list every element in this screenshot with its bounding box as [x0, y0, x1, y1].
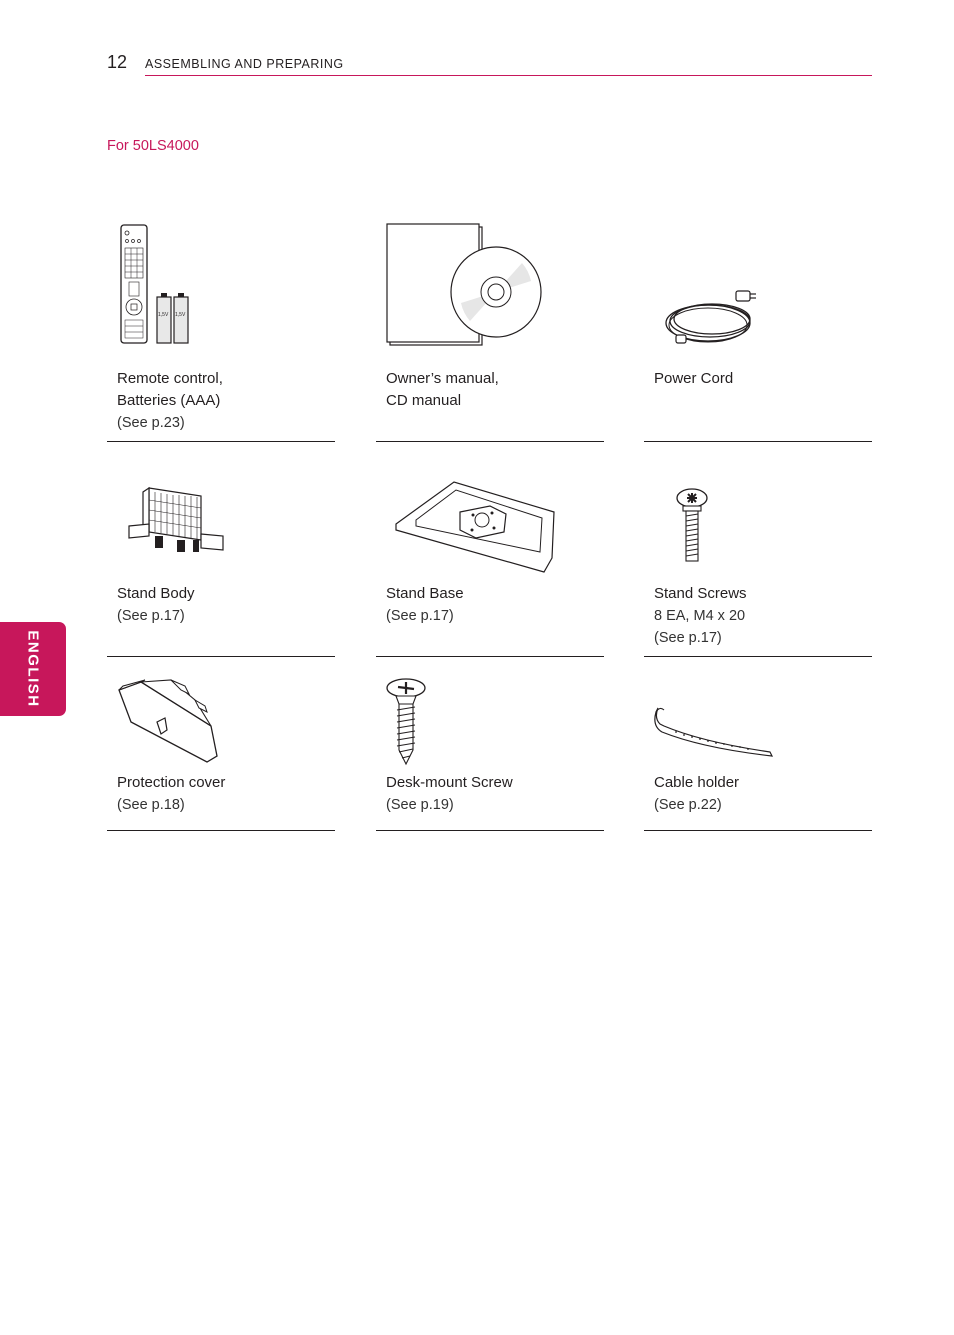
- item-reference: (See p.17): [386, 608, 454, 624]
- item-title: Remote control,: [117, 370, 223, 387]
- item-divider: [107, 656, 335, 657]
- item-title: Protection cover: [117, 774, 226, 791]
- item-title: Owner’s manual,: [386, 370, 499, 387]
- item-title: Stand Screws: [654, 585, 747, 602]
- item-divider: [376, 441, 604, 442]
- stand-base-icon: [394, 478, 556, 574]
- item-title-line2: Batteries (AAA): [117, 392, 221, 409]
- page-number: 12: [107, 52, 128, 72]
- item-divider: [644, 656, 872, 657]
- item-title: Desk-mount Screw: [386, 774, 513, 791]
- item-divider: [107, 830, 335, 831]
- item-title: Power Cord: [654, 370, 734, 387]
- item-reference: (See p.18): [117, 797, 185, 813]
- remote-control-icon: [117, 223, 207, 349]
- manual-cd-icon: [386, 223, 546, 347]
- item-reference: (See p.17): [654, 630, 722, 646]
- item-divider: [107, 441, 335, 442]
- item-divider: [644, 830, 872, 831]
- item-divider: [376, 830, 604, 831]
- item-divider: [376, 656, 604, 657]
- item-reference: (See p.22): [654, 797, 722, 813]
- item-reference: (See p.23): [117, 415, 185, 431]
- item-reference: (See p.19): [386, 797, 454, 813]
- item-spec: 8 EA, M4 x 20: [654, 608, 746, 624]
- item-reference: (See p.17): [117, 608, 185, 624]
- language-tab: [0, 622, 66, 716]
- item-title: Stand Body: [117, 585, 195, 602]
- battery-label-1: 1,5V: [158, 312, 169, 318]
- stand-body-icon: [127, 484, 227, 556]
- protection-cover-icon: [115, 678, 227, 766]
- item-title: Stand Base: [386, 585, 464, 602]
- section-title: ASSEMBLING AND PREPARING: [145, 57, 344, 71]
- model-label: For 50LS4000: [107, 138, 199, 154]
- language-tab-label: ENGLISH: [24, 630, 42, 708]
- power-cord-icon: [662, 287, 762, 351]
- stand-screw-icon: [675, 488, 709, 566]
- item-divider: [644, 441, 872, 442]
- desk-mount-screw-icon: [386, 678, 428, 766]
- item-title: Cable holder: [654, 774, 740, 791]
- battery-label-2: 1,5V: [175, 312, 186, 318]
- cable-holder-icon: [652, 704, 776, 760]
- header-rule: [145, 75, 872, 76]
- item-title-line2: CD manual: [386, 392, 462, 409]
